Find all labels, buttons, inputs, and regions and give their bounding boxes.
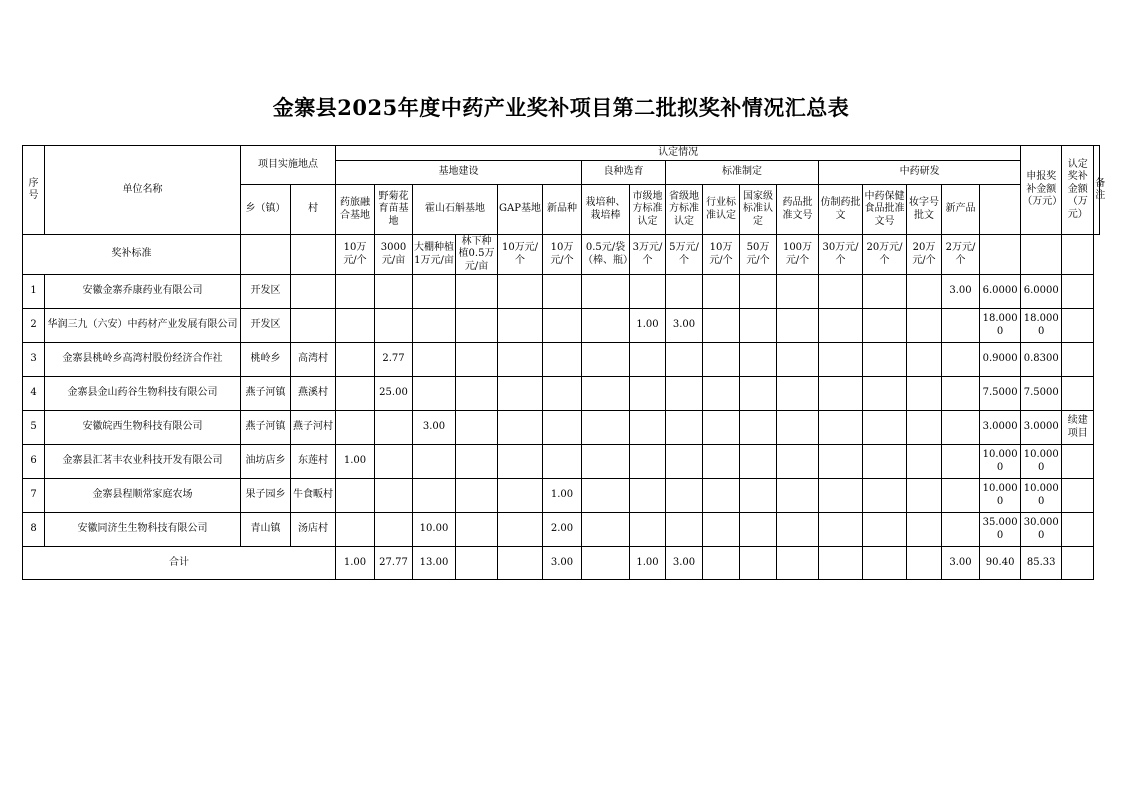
row-value-c5 — [498, 513, 543, 547]
table-row — [23, 309, 1100, 343]
row-value-c10 — [703, 479, 740, 513]
row-apply-amount: 10.0000 — [980, 445, 1021, 479]
row-value-c2: 25.00 — [375, 377, 413, 411]
row-value-c15 — [907, 309, 942, 343]
row-value-c3: 10.00 — [413, 513, 456, 547]
seed-selection-header: 良种选育 — [582, 161, 666, 185]
row-value-c16 — [942, 309, 980, 343]
row-value-c6 — [543, 309, 582, 343]
row-village — [291, 275, 336, 309]
row-village: 汤店村 — [291, 513, 336, 547]
col-c5-header: GAP基地 — [498, 185, 543, 235]
col-location-header: 项目实施地点 — [241, 146, 336, 185]
col-township-header: 乡（镇） — [241, 185, 291, 235]
row-township: 油坊店乡 — [241, 445, 291, 479]
row-value-c8 — [630, 343, 666, 377]
row-value-c13 — [819, 377, 863, 411]
row-value-c14 — [863, 377, 907, 411]
row-village: 燕子河村 — [291, 411, 336, 445]
row-unit-name: 华润三九（六安）中药材产业发展有限公司 — [45, 309, 241, 343]
row-value-c1 — [336, 309, 375, 343]
row-value-c8: 1.00 — [630, 309, 666, 343]
row-value-c9 — [666, 275, 703, 309]
total-row — [23, 547, 1100, 580]
standard-cell — [291, 235, 336, 275]
row-approved-amount: 10.0000 — [1021, 445, 1062, 479]
row-apply-amount: 7.5000 — [980, 377, 1021, 411]
total-value-c7 — [582, 547, 630, 580]
row-value-c11 — [740, 445, 777, 479]
row-value-c6 — [543, 275, 582, 309]
row-value-c1 — [336, 513, 375, 547]
total-approved-amount: 85.33 — [1021, 547, 1062, 580]
row-value-c4 — [456, 445, 498, 479]
standard-cell — [1062, 235, 1094, 275]
row-value-c6 — [543, 411, 582, 445]
row-value-c7 — [582, 513, 630, 547]
row-apply-amount: 6.0000 — [980, 275, 1021, 309]
row-village: 牛食畈村 — [291, 479, 336, 513]
row-value-c13 — [819, 309, 863, 343]
row-value-c11 — [740, 343, 777, 377]
total-value-c14 — [863, 547, 907, 580]
total-value-c13 — [819, 547, 863, 580]
row-value-c7 — [582, 479, 630, 513]
col-c10-header: 行业标准认定 — [703, 185, 740, 235]
row-unit-name: 安徽皖西生物科技有限公司 — [45, 411, 241, 445]
row-value-c14 — [863, 275, 907, 309]
row-value-c8 — [630, 275, 666, 309]
row-value-c2: 2.77 — [375, 343, 413, 377]
col-unit-name-header: 单位名称 — [45, 146, 241, 235]
standard-cell: 10万元/个 — [336, 235, 375, 275]
row-value-c2 — [375, 479, 413, 513]
row-seq: 1 — [23, 275, 45, 309]
row-value-c15 — [907, 377, 942, 411]
row-value-c9 — [666, 513, 703, 547]
row-value-c13 — [819, 513, 863, 547]
table-row — [23, 377, 1100, 411]
row-value-c4 — [456, 275, 498, 309]
col-remark-header: 备注 — [1094, 146, 1100, 235]
row-value-c12 — [777, 309, 819, 343]
row-township: 青山镇 — [241, 513, 291, 547]
row-value-c15 — [907, 479, 942, 513]
row-value-c3 — [413, 377, 456, 411]
row-value-c12 — [777, 377, 819, 411]
col-c7-header: 栽培种、栽培棒 — [582, 185, 630, 235]
row-value-c14 — [863, 411, 907, 445]
row-village — [291, 309, 336, 343]
total-value-c16: 3.00 — [942, 547, 980, 580]
row-unit-name: 金寨县桃岭乡高湾村股份经济合作社 — [45, 343, 241, 377]
row-value-c5 — [498, 275, 543, 309]
row-unit-name: 金寨县金山药谷生物科技有限公司 — [45, 377, 241, 411]
row-value-c2 — [375, 275, 413, 309]
col-c12-header: 药品批准文号 — [777, 185, 819, 235]
total-value-c8: 1.00 — [630, 547, 666, 580]
row-value-c3 — [413, 479, 456, 513]
row-seq: 5 — [23, 411, 45, 445]
row-value-c12 — [777, 275, 819, 309]
row-value-c15 — [907, 275, 942, 309]
standard-cell: 50万元/个 — [740, 235, 777, 275]
row-value-c9 — [666, 343, 703, 377]
row-village: 高湾村 — [291, 343, 336, 377]
row-seq: 8 — [23, 513, 45, 547]
row-value-c5 — [498, 343, 543, 377]
standard-cell: 20万元/个 — [907, 235, 942, 275]
standard-cell: 大棚种植1万元/亩 — [413, 235, 456, 275]
row-value-c12 — [777, 411, 819, 445]
row-value-c12 — [777, 513, 819, 547]
standard-cell: 10万元/个 — [543, 235, 582, 275]
total-value-c12 — [777, 547, 819, 580]
row-value-c4 — [456, 513, 498, 547]
standard-cell: 20万元/个 — [863, 235, 907, 275]
row-value-c2 — [375, 445, 413, 479]
row-approved-amount: 6.0000 — [1021, 275, 1062, 309]
row-remark — [1062, 513, 1094, 547]
total-value-c15 — [907, 547, 942, 580]
row-value-c6: 2.00 — [543, 513, 582, 547]
tcm-research-header: 中药研发 — [819, 161, 1021, 185]
standard-cell — [241, 235, 291, 275]
row-value-c11 — [740, 275, 777, 309]
row-value-c2 — [375, 411, 413, 445]
standard-cell: 林下种植0.5万元/亩 — [456, 235, 498, 275]
row-apply-amount: 10.0000 — [980, 479, 1021, 513]
row-value-c15 — [907, 343, 942, 377]
standard-cell: 10万元/个 — [498, 235, 543, 275]
row-value-c3 — [413, 275, 456, 309]
row-value-c16: 3.00 — [942, 275, 980, 309]
row-value-c14 — [863, 479, 907, 513]
row-value-c7 — [582, 411, 630, 445]
row-value-c2 — [375, 309, 413, 343]
row-value-c8 — [630, 479, 666, 513]
row-township: 燕子河镇 — [241, 411, 291, 445]
col-c11-header: 国家级标准认定 — [740, 185, 777, 235]
col-village-header: 村 — [291, 185, 336, 235]
row-value-c6 — [543, 377, 582, 411]
row-value-c8 — [630, 411, 666, 445]
row-value-c1 — [336, 411, 375, 445]
standard-row — [23, 235, 1100, 275]
row-approved-amount: 30.0000 — [1021, 513, 1062, 547]
row-value-c10 — [703, 445, 740, 479]
base-construction-header: 基地建设 — [336, 161, 582, 185]
row-township: 果子园乡 — [241, 479, 291, 513]
row-approved-amount: 3.0000 — [1021, 411, 1062, 445]
header-row-1 — [23, 146, 1100, 161]
row-value-c1 — [336, 343, 375, 377]
row-value-c10 — [703, 377, 740, 411]
row-approved-amount: 10.0000 — [1021, 479, 1062, 513]
row-value-c5 — [498, 445, 543, 479]
row-remark — [1062, 445, 1094, 479]
row-value-c4 — [456, 411, 498, 445]
row-value-c5 — [498, 377, 543, 411]
table-row — [23, 445, 1100, 479]
col-apply-amount-header: 申报奖补金额（万元） — [1021, 146, 1062, 235]
standard-label: 奖补标准 — [23, 235, 241, 275]
standard-cell: 5万元/个 — [666, 235, 703, 275]
standard-cell: 0.5元/袋（棒、瓶） — [582, 235, 630, 275]
row-value-c10 — [703, 343, 740, 377]
row-value-c5 — [498, 479, 543, 513]
row-township: 开发区 — [241, 309, 291, 343]
row-value-c14 — [863, 513, 907, 547]
row-remark — [1062, 343, 1094, 377]
row-value-c10 — [703, 275, 740, 309]
row-value-c16 — [942, 479, 980, 513]
row-value-c5 — [498, 411, 543, 445]
row-value-c2 — [375, 513, 413, 547]
row-value-c7 — [582, 377, 630, 411]
row-township: 燕子河镇 — [241, 377, 291, 411]
row-value-c9 — [666, 411, 703, 445]
row-value-c12 — [777, 343, 819, 377]
total-value-c6: 3.00 — [543, 547, 582, 580]
row-value-c6: 1.00 — [543, 479, 582, 513]
col-c2-header: 野菊花育苗基地 — [375, 185, 413, 235]
row-value-c16 — [942, 343, 980, 377]
col-c8-header: 市级地方标准认定 — [630, 185, 666, 235]
standard-cell: 100万元/个 — [777, 235, 819, 275]
standard-setting-header: 标准制定 — [666, 161, 819, 185]
row-value-c4 — [456, 309, 498, 343]
row-unit-name: 金寨县汇茗丰农业科技开发有限公司 — [45, 445, 241, 479]
row-value-c16 — [942, 513, 980, 547]
col-c6-header: 新品种 — [543, 185, 582, 235]
standard-cell: 3万元/个 — [630, 235, 666, 275]
row-value-c3 — [413, 309, 456, 343]
row-value-c12 — [777, 445, 819, 479]
row-unit-name: 安徽同济生生物科技有限公司 — [45, 513, 241, 547]
row-value-c7 — [582, 275, 630, 309]
row-value-c6 — [543, 343, 582, 377]
table-row — [23, 479, 1100, 513]
row-seq: 6 — [23, 445, 45, 479]
row-township: 桃岭乡 — [241, 343, 291, 377]
row-value-c3 — [413, 343, 456, 377]
standard-cell: 10万元/个 — [703, 235, 740, 275]
standard-cell: 30万元/个 — [819, 235, 863, 275]
row-value-c10 — [703, 513, 740, 547]
row-value-c11 — [740, 513, 777, 547]
row-value-c3 — [413, 445, 456, 479]
table-row — [23, 343, 1100, 377]
row-seq: 7 — [23, 479, 45, 513]
row-value-c9 — [666, 479, 703, 513]
row-value-c9: 3.00 — [666, 309, 703, 343]
row-value-c9 — [666, 377, 703, 411]
row-apply-amount: 0.9000 — [980, 343, 1021, 377]
row-value-c1: 1.00 — [336, 445, 375, 479]
row-approved-amount: 18.0000 — [1021, 309, 1062, 343]
row-village: 燕溪村 — [291, 377, 336, 411]
row-value-c13 — [819, 275, 863, 309]
col-c1-header: 药旅融合基地 — [336, 185, 375, 235]
table-row — [23, 513, 1100, 547]
row-apply-amount: 18.0000 — [980, 309, 1021, 343]
row-value-c4 — [456, 479, 498, 513]
col-seq-header: 序号 — [23, 146, 45, 235]
row-value-c1 — [336, 275, 375, 309]
row-value-c13 — [819, 479, 863, 513]
row-value-c16 — [942, 411, 980, 445]
row-value-c11 — [740, 309, 777, 343]
row-value-c11 — [740, 377, 777, 411]
total-value-c10 — [703, 547, 740, 580]
total-value-c1: 1.00 — [336, 547, 375, 580]
col-c15-header: 妆字号批文 — [907, 185, 942, 235]
row-township: 开发区 — [241, 275, 291, 309]
page-title: 金寨县2025年度中药产业奖补项目第二批拟奖补情况汇总表 — [272, 95, 850, 120]
row-remark: 续建项目 — [1062, 411, 1094, 445]
row-value-c14 — [863, 445, 907, 479]
row-value-c10 — [703, 411, 740, 445]
row-value-c15 — [907, 513, 942, 547]
row-value-c1 — [336, 479, 375, 513]
total-value-c5 — [498, 547, 543, 580]
row-value-c16 — [942, 445, 980, 479]
row-value-c4 — [456, 377, 498, 411]
row-value-c8 — [630, 445, 666, 479]
row-remark — [1062, 275, 1094, 309]
col-c9-header: 省级地方标准认定 — [666, 185, 703, 235]
standard-cell: 2万元/个 — [942, 235, 980, 275]
standard-cell — [980, 235, 1021, 275]
row-value-c8 — [630, 377, 666, 411]
row-value-c10 — [703, 309, 740, 343]
row-apply-amount: 35.0000 — [980, 513, 1021, 547]
total-apply-amount: 90.40 — [980, 547, 1021, 580]
row-seq: 4 — [23, 377, 45, 411]
row-value-c7 — [582, 309, 630, 343]
col-c13-header: 仿制药批文 — [819, 185, 863, 235]
row-value-c13 — [819, 445, 863, 479]
row-unit-name: 金寨县程顺常家庭农场 — [45, 479, 241, 513]
row-approved-amount: 0.8300 — [1021, 343, 1062, 377]
row-seq: 2 — [23, 309, 45, 343]
col-c14-header: 中药保健食品批准文号 — [863, 185, 907, 235]
row-value-c13 — [819, 411, 863, 445]
row-value-c9 — [666, 445, 703, 479]
certification-header: 认定情况 — [336, 146, 1021, 161]
row-value-c1 — [336, 377, 375, 411]
total-value-c3: 13.00 — [413, 547, 456, 580]
row-remark — [1062, 377, 1094, 411]
total-value-c9: 3.00 — [666, 547, 703, 580]
row-value-c14 — [863, 343, 907, 377]
row-apply-amount: 3.0000 — [980, 411, 1021, 445]
table-row — [23, 411, 1100, 445]
row-unit-name: 安徽金寨乔康药业有限公司 — [45, 275, 241, 309]
row-value-c5 — [498, 309, 543, 343]
summary-table — [22, 145, 1106, 580]
row-seq: 3 — [23, 343, 45, 377]
standard-cell — [1021, 235, 1062, 275]
total-remark — [1062, 547, 1094, 580]
col-approved-amount-header: 认定奖补金额（万元） — [1062, 146, 1094, 235]
col-c3-header: 霍山石斛基地 — [413, 185, 498, 235]
row-approved-amount: 7.5000 — [1021, 377, 1062, 411]
total-value-c11 — [740, 547, 777, 580]
table-row — [23, 275, 1100, 309]
row-remark — [1062, 309, 1094, 343]
row-value-c7 — [582, 445, 630, 479]
row-value-c14 — [863, 309, 907, 343]
row-value-c3: 3.00 — [413, 411, 456, 445]
row-value-c6 — [543, 445, 582, 479]
total-label: 合计 — [23, 547, 336, 580]
total-value-c4 — [456, 547, 498, 580]
row-value-c15 — [907, 445, 942, 479]
row-value-c11 — [740, 411, 777, 445]
col-c16-header: 新产品 — [942, 185, 980, 235]
row-value-c15 — [907, 411, 942, 445]
row-value-c12 — [777, 479, 819, 513]
total-value-c2: 27.77 — [375, 547, 413, 580]
row-value-c13 — [819, 343, 863, 377]
row-value-c8 — [630, 513, 666, 547]
row-value-c11 — [740, 479, 777, 513]
row-village: 东莲村 — [291, 445, 336, 479]
row-remark — [1062, 479, 1094, 513]
row-value-c7 — [582, 343, 630, 377]
row-value-c4 — [456, 343, 498, 377]
row-value-c16 — [942, 377, 980, 411]
standard-cell: 3000元/亩 — [375, 235, 413, 275]
